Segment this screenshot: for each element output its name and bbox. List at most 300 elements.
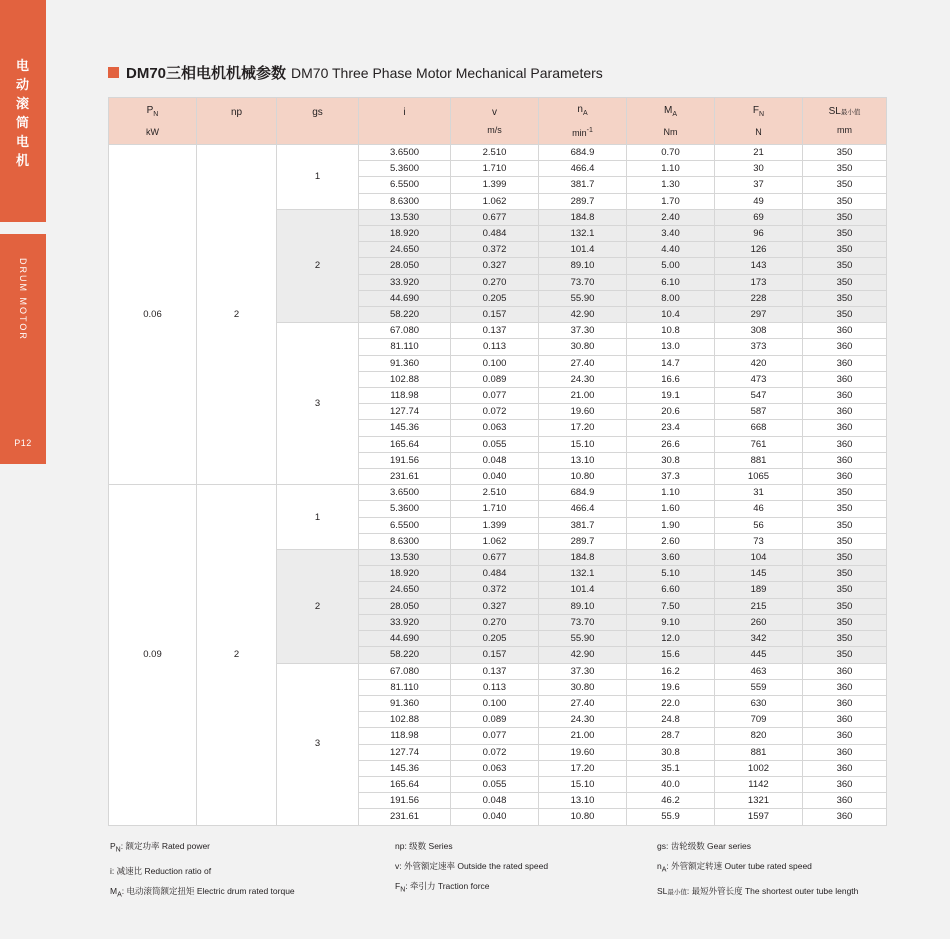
col-header-np: np	[197, 98, 277, 145]
cell-rated-torque: 1.60	[627, 501, 715, 517]
legend-item-na: $n_A$: 外管额定转速 Outer tube rated speed	[657, 861, 812, 874]
cell-speed: 0.077	[451, 728, 539, 744]
cell-speed: 0.327	[451, 258, 539, 274]
cell-traction-force: 49	[715, 193, 803, 209]
cell-speed: 0.072	[451, 744, 539, 760]
cell-rated-torque: 7.50	[627, 598, 715, 614]
cell-rated-torque: 3.60	[627, 550, 715, 566]
cell-rated-speed: 289.7	[539, 533, 627, 549]
table-header-row	[109, 98, 887, 145]
cell-traction-force: 308	[715, 323, 803, 339]
cell-traction-force: 709	[715, 712, 803, 728]
cell-traction-force: 126	[715, 242, 803, 258]
cell-speed: 0.040	[451, 469, 539, 485]
legend-column-1	[110, 836, 395, 905]
legend-item-sl: SL最小值: 最短外管长度 The shortest outer tube length	[657, 885, 859, 896]
cell-rated-speed: 27.40	[539, 355, 627, 371]
cell-reduction-ratio: 18.920	[359, 226, 451, 242]
cell-rated-torque: 19.6	[627, 679, 715, 695]
cell-shortest-length: 360	[803, 388, 887, 404]
cell-shortest-length: 350	[803, 517, 887, 533]
col-header-i: i	[359, 98, 451, 145]
cell-rated-speed: 73.70	[539, 614, 627, 630]
cell-rated-speed: 684.9	[539, 485, 627, 501]
cell-reduction-ratio: 67.080	[359, 663, 451, 679]
cell-reduction-ratio: 44.690	[359, 290, 451, 306]
cell-rated-speed: 37.30	[539, 323, 627, 339]
cell-reduction-ratio: 91.360	[359, 695, 451, 711]
cell-reduction-ratio: 33.920	[359, 614, 451, 630]
cell-gear-series: 3	[277, 323, 359, 485]
cell-shortest-length: 360	[803, 776, 887, 792]
cell-shortest-length: 350	[803, 631, 887, 647]
cell-speed: 1.399	[451, 517, 539, 533]
cell-rated-speed: 21.00	[539, 388, 627, 404]
cell-rated-torque: 16.2	[627, 663, 715, 679]
cell-rated-speed: 466.4	[539, 161, 627, 177]
main-content	[108, 62, 886, 826]
cell-rated-torque: 1.10	[627, 485, 715, 501]
legend-item-ma: $M_A$: 电动滚筒额定扭矩 Electric drum rated torque	[110, 885, 295, 899]
cell-speed: 0.089	[451, 371, 539, 387]
cell-traction-force: 215	[715, 598, 803, 614]
cell-shortest-length: 350	[803, 614, 887, 630]
cell-reduction-ratio: 145.36	[359, 760, 451, 776]
cell-speed: 0.040	[451, 809, 539, 825]
cell-traction-force: 143	[715, 258, 803, 274]
cell-rated-speed: 132.1	[539, 226, 627, 242]
cell-speed: 0.072	[451, 404, 539, 420]
cell-reduction-ratio: 5.3600	[359, 161, 451, 177]
cell-traction-force: 228	[715, 290, 803, 306]
cell-traction-force: 630	[715, 695, 803, 711]
legend-item-i: i: 减速比 Reduction ratio of	[110, 865, 212, 876]
cell-traction-force: 445	[715, 647, 803, 663]
cell-reduction-ratio: 145.36	[359, 420, 451, 436]
cell-rated-torque: 14.7	[627, 355, 715, 371]
cell-traction-force: 1597	[715, 809, 803, 825]
cell-reduction-ratio: 3.6500	[359, 485, 451, 501]
cell-rated-torque: 30.8	[627, 452, 715, 468]
cell-rated-speed: 10.80	[539, 809, 627, 825]
cell-rated-torque: 9.10	[627, 614, 715, 630]
cell-speed: 1.399	[451, 177, 539, 193]
cell-rated-torque: 6.60	[627, 582, 715, 598]
cell-traction-force: 761	[715, 436, 803, 452]
cell-rated-torque: 6.10	[627, 274, 715, 290]
cell-shortest-length: 350	[803, 258, 887, 274]
cell-rated-torque: 1.90	[627, 517, 715, 533]
cell-reduction-ratio: 231.61	[359, 809, 451, 825]
cell-speed: 0.100	[451, 355, 539, 371]
cell-rated-speed: 13.10	[539, 793, 627, 809]
cell-speed: 0.048	[451, 793, 539, 809]
cell-rated-speed: 10.80	[539, 469, 627, 485]
cell-traction-force: 342	[715, 631, 803, 647]
cell-reduction-ratio: 81.110	[359, 339, 451, 355]
cell-gear-series: 1	[277, 145, 359, 210]
cell-reduction-ratio: 28.050	[359, 258, 451, 274]
cell-rated-torque: 40.0	[627, 776, 715, 792]
cell-reduction-ratio: 8.6300	[359, 533, 451, 549]
col-header-ma: $M_A$ Nm	[627, 98, 715, 145]
cell-rated-torque: 1.30	[627, 177, 715, 193]
col-header-fn: $F_N$ N	[715, 98, 803, 145]
cell-reduction-ratio: 58.220	[359, 647, 451, 663]
cell-rated-torque: 55.9	[627, 809, 715, 825]
legend	[110, 836, 900, 905]
legend-column-3	[657, 836, 900, 905]
cell-rated-torque: 10.8	[627, 323, 715, 339]
cell-reduction-ratio: 24.650	[359, 242, 451, 258]
cell-series: 2	[197, 485, 277, 825]
cell-reduction-ratio: 8.6300	[359, 193, 451, 209]
cell-rated-torque: 24.8	[627, 712, 715, 728]
cell-rated-speed: 89.10	[539, 258, 627, 274]
cell-speed: 2.510	[451, 145, 539, 161]
cell-rated-speed: 73.70	[539, 274, 627, 290]
cell-traction-force: 37	[715, 177, 803, 193]
cell-speed: 0.205	[451, 290, 539, 306]
cell-rated-speed: 684.9	[539, 145, 627, 161]
cell-shortest-length: 350	[803, 533, 887, 549]
table-row	[109, 145, 887, 161]
cell-speed: 0.270	[451, 614, 539, 630]
cell-rated-torque: 19.1	[627, 388, 715, 404]
table-row	[109, 485, 887, 501]
cell-rated-torque: 3.40	[627, 226, 715, 242]
cell-gear-series: 3	[277, 663, 359, 825]
cell-rated-torque: 15.6	[627, 647, 715, 663]
cell-shortest-length: 360	[803, 744, 887, 760]
cell-speed: 1.710	[451, 501, 539, 517]
cell-traction-force: 297	[715, 307, 803, 323]
cell-gear-series: 2	[277, 209, 359, 322]
title-en: DM70 Three Phase Motor Mechanical Parameters	[291, 64, 603, 81]
cell-rated-power: 0.06	[109, 145, 197, 485]
cell-reduction-ratio: 33.920	[359, 274, 451, 290]
parameters-table	[108, 97, 887, 826]
cell-rated-speed: 55.90	[539, 631, 627, 647]
cell-shortest-length: 350	[803, 193, 887, 209]
cell-rated-speed: 466.4	[539, 501, 627, 517]
cell-speed: 0.137	[451, 663, 539, 679]
cell-shortest-length: 360	[803, 679, 887, 695]
cell-rated-torque: 8.00	[627, 290, 715, 306]
cell-reduction-ratio: 81.110	[359, 679, 451, 695]
cell-speed: 0.484	[451, 566, 539, 582]
cell-speed: 0.137	[451, 323, 539, 339]
page-title	[108, 62, 886, 83]
cell-rated-speed: 101.4	[539, 582, 627, 598]
cell-speed: 1.062	[451, 533, 539, 549]
cell-reduction-ratio: 13.530	[359, 550, 451, 566]
cell-rated-torque: 1.10	[627, 161, 715, 177]
cell-shortest-length: 350	[803, 598, 887, 614]
cell-speed: 0.677	[451, 209, 539, 225]
cell-speed: 0.327	[451, 598, 539, 614]
cell-shortest-length: 350	[803, 582, 887, 598]
cell-traction-force: 31	[715, 485, 803, 501]
cell-rated-speed: 13.10	[539, 452, 627, 468]
cell-reduction-ratio: 102.88	[359, 371, 451, 387]
cell-reduction-ratio: 6.5500	[359, 177, 451, 193]
cell-shortest-length: 350	[803, 177, 887, 193]
cell-speed: 2.510	[451, 485, 539, 501]
cell-traction-force: 1321	[715, 793, 803, 809]
cell-rated-torque: 16.6	[627, 371, 715, 387]
cell-traction-force: 260	[715, 614, 803, 630]
cell-rated-torque: 28.7	[627, 728, 715, 744]
cell-rated-speed: 132.1	[539, 566, 627, 582]
cell-speed: 0.089	[451, 712, 539, 728]
cell-shortest-length: 360	[803, 355, 887, 371]
cell-shortest-length: 350	[803, 209, 887, 225]
cell-shortest-length: 360	[803, 404, 887, 420]
cell-rated-speed: 37.30	[539, 663, 627, 679]
cell-traction-force: 96	[715, 226, 803, 242]
cell-rated-power: 0.09	[109, 485, 197, 825]
cell-speed: 1.062	[451, 193, 539, 209]
cell-speed: 0.157	[451, 307, 539, 323]
sidebar-title-en-text: DRUM MOTOR	[18, 258, 28, 341]
cell-rated-speed: 101.4	[539, 242, 627, 258]
table-header	[109, 98, 887, 145]
cell-traction-force: 373	[715, 339, 803, 355]
cell-rated-speed: 17.20	[539, 760, 627, 776]
cell-rated-torque: 1.70	[627, 193, 715, 209]
cell-reduction-ratio: 13.530	[359, 209, 451, 225]
cell-rated-speed: 15.10	[539, 436, 627, 452]
cell-speed: 0.372	[451, 582, 539, 598]
cell-traction-force: 69	[715, 209, 803, 225]
cell-traction-force: 173	[715, 274, 803, 290]
cell-traction-force: 668	[715, 420, 803, 436]
cell-series: 2	[197, 145, 277, 485]
cell-rated-speed: 184.8	[539, 209, 627, 225]
cell-rated-speed: 55.90	[539, 290, 627, 306]
cell-speed: 0.270	[451, 274, 539, 290]
cell-rated-torque: 5.10	[627, 566, 715, 582]
cell-rated-speed: 30.80	[539, 339, 627, 355]
cell-shortest-length: 360	[803, 760, 887, 776]
cell-reduction-ratio: 44.690	[359, 631, 451, 647]
cell-rated-torque: 46.2	[627, 793, 715, 809]
table-body	[109, 145, 887, 826]
cell-rated-speed: 17.20	[539, 420, 627, 436]
legend-item-v: v: 外管额定速率 Outside the rated speed	[395, 861, 549, 871]
cell-gear-series: 2	[277, 550, 359, 663]
cell-shortest-length: 360	[803, 452, 887, 468]
cell-rated-speed: 89.10	[539, 598, 627, 614]
cell-speed: 0.055	[451, 776, 539, 792]
title-bullet-icon	[108, 67, 119, 78]
cell-traction-force: 1065	[715, 469, 803, 485]
cell-rated-torque: 5.00	[627, 258, 715, 274]
cell-shortest-length: 350	[803, 242, 887, 258]
cell-shortest-length: 350	[803, 566, 887, 582]
cell-reduction-ratio: 191.56	[359, 452, 451, 468]
cell-reduction-ratio: 127.74	[359, 744, 451, 760]
cell-shortest-length: 350	[803, 226, 887, 242]
sidebar-title-cn: 电 动 滚 筒 电 机	[15, 58, 30, 168]
cell-shortest-length: 350	[803, 485, 887, 501]
cell-rated-speed: 184.8	[539, 550, 627, 566]
cell-shortest-length: 360	[803, 712, 887, 728]
cell-shortest-length: 350	[803, 145, 887, 161]
cell-traction-force: 881	[715, 452, 803, 468]
cell-speed: 0.113	[451, 679, 539, 695]
cell-traction-force: 559	[715, 679, 803, 695]
legend-item-np: np: 级数 Series	[395, 841, 453, 851]
cell-speed: 0.063	[451, 760, 539, 776]
cell-shortest-length: 360	[803, 371, 887, 387]
legend-column-2	[395, 836, 657, 905]
cell-rated-speed: 21.00	[539, 728, 627, 744]
title-cn: DM70三相电机机械参数	[126, 65, 287, 82]
cell-shortest-length: 350	[803, 290, 887, 306]
cell-shortest-length: 360	[803, 436, 887, 452]
cell-rated-speed: 30.80	[539, 679, 627, 695]
cell-reduction-ratio: 67.080	[359, 323, 451, 339]
cell-shortest-length: 360	[803, 809, 887, 825]
cell-shortest-length: 350	[803, 307, 887, 323]
sidebar	[0, 0, 46, 939]
cell-shortest-length: 360	[803, 695, 887, 711]
cell-shortest-length: 360	[803, 323, 887, 339]
cell-shortest-length: 360	[803, 339, 887, 355]
cell-traction-force: 1002	[715, 760, 803, 776]
cell-reduction-ratio: 118.98	[359, 728, 451, 744]
cell-shortest-length: 350	[803, 550, 887, 566]
cell-traction-force: 820	[715, 728, 803, 744]
cell-traction-force: 56	[715, 517, 803, 533]
cell-speed: 0.205	[451, 631, 539, 647]
legend-item-fn: $F_N$: 牵引力 Traction force	[395, 881, 490, 894]
cell-rated-speed: 19.60	[539, 404, 627, 420]
cell-shortest-length: 360	[803, 728, 887, 744]
cell-reduction-ratio: 3.6500	[359, 145, 451, 161]
cell-traction-force: 547	[715, 388, 803, 404]
cell-speed: 0.372	[451, 242, 539, 258]
cell-rated-torque: 22.0	[627, 695, 715, 711]
col-header-v: v m/s	[451, 98, 539, 145]
cell-rated-speed: 15.10	[539, 776, 627, 792]
cell-reduction-ratio: 102.88	[359, 712, 451, 728]
cell-speed: 0.100	[451, 695, 539, 711]
cell-shortest-length: 350	[803, 501, 887, 517]
cell-reduction-ratio: 118.98	[359, 388, 451, 404]
cell-rated-torque: 23.4	[627, 420, 715, 436]
cell-rated-torque: 12.0	[627, 631, 715, 647]
cell-traction-force: 145	[715, 566, 803, 582]
cell-reduction-ratio: 58.220	[359, 307, 451, 323]
cell-rated-torque: 20.6	[627, 404, 715, 420]
cell-reduction-ratio: 24.650	[359, 582, 451, 598]
cell-shortest-length: 350	[803, 647, 887, 663]
cell-traction-force: 46	[715, 501, 803, 517]
cell-rated-torque: 26.6	[627, 436, 715, 452]
cell-shortest-length: 360	[803, 793, 887, 809]
cell-reduction-ratio: 18.920	[359, 566, 451, 582]
cell-speed: 0.113	[451, 339, 539, 355]
cell-rated-torque: 0.70	[627, 145, 715, 161]
cell-reduction-ratio: 91.360	[359, 355, 451, 371]
col-header-na: $n_A$ $\min^{-1}$	[539, 98, 627, 145]
cell-traction-force: 473	[715, 371, 803, 387]
cell-rated-speed: 381.7	[539, 177, 627, 193]
cell-rated-speed: 27.40	[539, 695, 627, 711]
col-header-sl: SL最小值 mm	[803, 98, 887, 145]
cell-speed: 0.063	[451, 420, 539, 436]
col-header-pn: $P_N$ kW	[109, 98, 197, 145]
cell-traction-force: 104	[715, 550, 803, 566]
cell-rated-speed: 289.7	[539, 193, 627, 209]
cell-rated-torque: 30.8	[627, 744, 715, 760]
cell-speed: 1.710	[451, 161, 539, 177]
cell-reduction-ratio: 6.5500	[359, 517, 451, 533]
page-number: P12	[14, 438, 32, 448]
cell-rated-torque: 2.60	[627, 533, 715, 549]
cell-rated-torque: 37.3	[627, 469, 715, 485]
cell-traction-force: 1142	[715, 776, 803, 792]
cell-rated-speed: 24.30	[539, 371, 627, 387]
cell-reduction-ratio: 5.3600	[359, 501, 451, 517]
cell-traction-force: 881	[715, 744, 803, 760]
cell-speed: 0.055	[451, 436, 539, 452]
cell-shortest-length: 350	[803, 274, 887, 290]
cell-shortest-length: 360	[803, 420, 887, 436]
cell-reduction-ratio: 231.61	[359, 469, 451, 485]
cell-reduction-ratio: 165.64	[359, 776, 451, 792]
cell-traction-force: 587	[715, 404, 803, 420]
cell-traction-force: 21	[715, 145, 803, 161]
cell-traction-force: 30	[715, 161, 803, 177]
cell-rated-speed: 19.60	[539, 744, 627, 760]
cell-speed: 0.677	[451, 550, 539, 566]
cell-rated-torque: 13.0	[627, 339, 715, 355]
col-header-gs: gs	[277, 98, 359, 145]
cell-reduction-ratio: 165.64	[359, 436, 451, 452]
cell-reduction-ratio: 28.050	[359, 598, 451, 614]
sidebar-title-en	[0, 258, 46, 341]
cell-rated-torque: 2.40	[627, 209, 715, 225]
cell-rated-speed: 42.90	[539, 307, 627, 323]
cell-speed: 0.484	[451, 226, 539, 242]
legend-item-gs: gs: 齿轮级数 Gear series	[657, 841, 751, 851]
cell-shortest-length: 360	[803, 663, 887, 679]
cell-traction-force: 420	[715, 355, 803, 371]
cell-gear-series: 1	[277, 485, 359, 550]
cell-rated-speed: 42.90	[539, 647, 627, 663]
cell-traction-force: 463	[715, 663, 803, 679]
cell-reduction-ratio: 191.56	[359, 793, 451, 809]
cell-rated-torque: 10.4	[627, 307, 715, 323]
cell-traction-force: 189	[715, 582, 803, 598]
cell-reduction-ratio: 127.74	[359, 404, 451, 420]
cell-rated-speed: 381.7	[539, 517, 627, 533]
cell-rated-torque: 35.1	[627, 760, 715, 776]
cell-traction-force: 73	[715, 533, 803, 549]
cell-shortest-length: 360	[803, 469, 887, 485]
cell-shortest-length: 350	[803, 161, 887, 177]
legend-item-pn: $P_N$: 额定功率 Rated power	[110, 841, 211, 854]
cell-rated-speed: 24.30	[539, 712, 627, 728]
cell-rated-torque: 4.40	[627, 242, 715, 258]
cell-speed: 0.048	[451, 452, 539, 468]
cell-speed: 0.077	[451, 388, 539, 404]
cell-speed: 0.157	[451, 647, 539, 663]
